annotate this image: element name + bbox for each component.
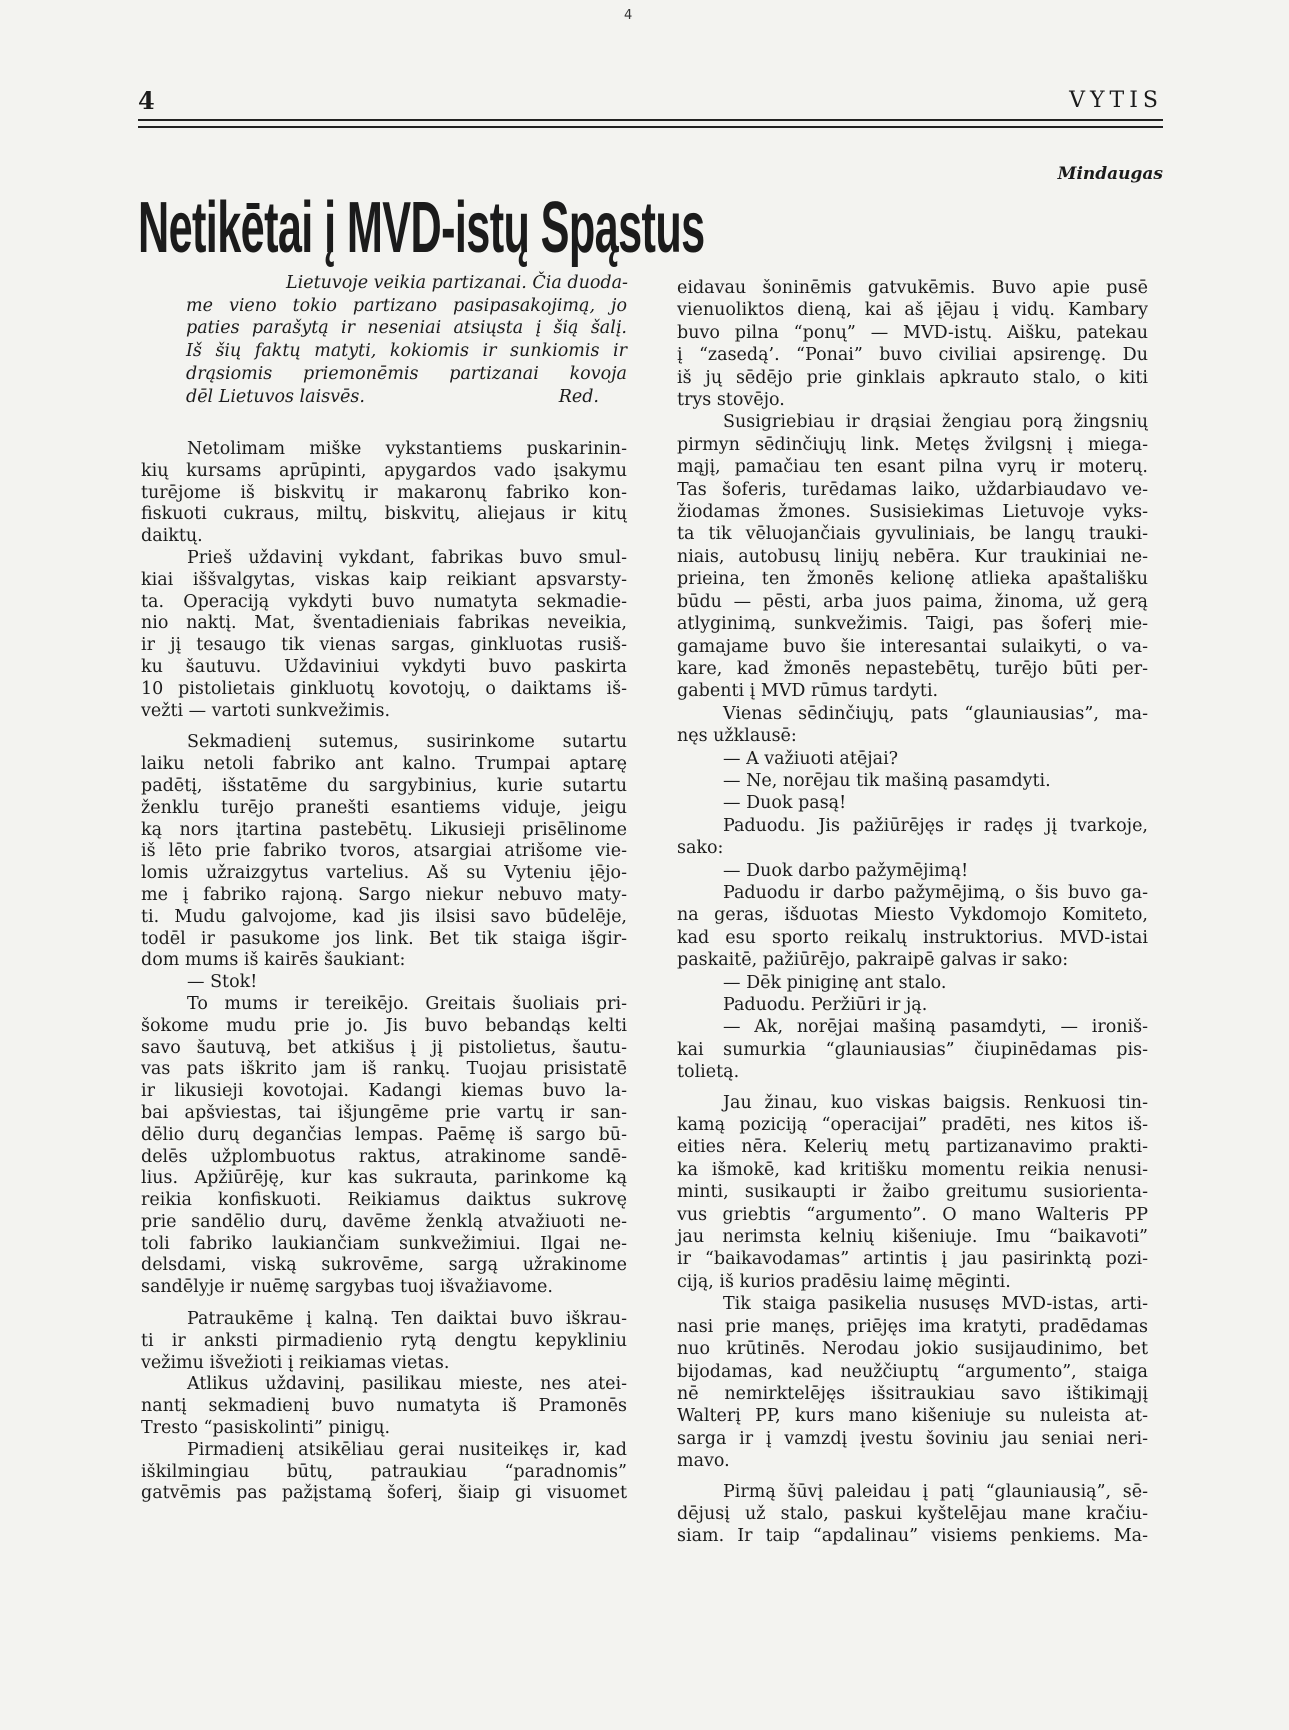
text-line: Walterį PP, kurs mano kišeniuje su nuleista at- (677, 1406, 1148, 1427)
paragraph (677, 860, 1148, 882)
paragraph (141, 1309, 627, 1374)
text-line: — Ne, norējau tik mašiną pasamdyti. (723, 770, 1051, 791)
paragraph (677, 994, 1148, 1016)
article-title: Netikētai į MVD-istų Spąstus (138, 188, 705, 268)
text-line: gamajame buvo šie interesantai sulaikyti, o va- (677, 636, 1148, 657)
text-line: ti ir anksti pirmadienio rytą dengtu kepykliniu (141, 1330, 627, 1351)
text-line: paskaitē, pažiūrējo, pakraipē galvas ir sako: (677, 950, 1069, 971)
text-line: žiodamas žmones. Susisiekimas Lietuvoje vyks- (677, 502, 1148, 523)
text-line: nantį sekmadienį buvo numatyta iš Pramonēs (141, 1396, 627, 1417)
text-line: kad esu sporto reikalų instruktorius. MVD-istai (677, 927, 1148, 948)
paragraph (677, 703, 1148, 748)
text-line: dēlio durų degančias lempas. Paēmę iš sargo bū- (141, 1124, 627, 1145)
text-line: kare, kad žmonēs nepastebētų, turējo būti per- (677, 658, 1148, 679)
text-line: vas pats iškrito jam iš rankų. Tuojau prisistatē (141, 1059, 627, 1080)
text-line: iš jų sēdējo prie ginklais apkrauto stalo, o kiti (677, 367, 1148, 388)
text-line: iš lēto prie fabriko tvoros, atsargiai atrišome vie- (141, 841, 627, 862)
text-line: todēl ir pasukome jos link. Bet tik staiga išgir- (141, 928, 627, 949)
article-column-left (141, 439, 627, 1505)
text-line: Sekmadienį sutemus, susirinkome sutartu (187, 732, 627, 753)
text-line: mąjį, pamačiau ten esant pilna vyrų ir moterų. (677, 457, 1148, 478)
text-line: — A važiuoti atējai? (723, 748, 899, 769)
editor-intro (186, 272, 627, 408)
text-line: Susigriebiau ir drąsiai žengiau porą žingsnių (723, 412, 1148, 433)
text-line: — Duok darbo pažymējimą! (723, 860, 969, 881)
text-line: — Ak, norējai mašiną pasamdyti, — ironiš- (723, 1017, 1148, 1038)
text-line: Pirmadienį atsikēliau gerai nusiteikęs ir, kad (187, 1439, 627, 1460)
text-line: — Dēk piniginę ant stalo. (723, 972, 947, 993)
paragraph (677, 1016, 1148, 1083)
paragraph (677, 792, 1148, 814)
text-line: niais, autobusų linijų nebēra. Kur traukiniai ne- (677, 546, 1148, 567)
text-line: ku šautuvu. Uždaviniui vykdyti buvo paskirta (141, 656, 627, 677)
text-line: me į fabriko rajoną. Sargo niekur nebuvo maty- (141, 884, 627, 905)
paragraph (677, 1481, 1148, 1548)
text-line: sarga ir į vamzdį įvestu šoviniu jau seniai neri- (677, 1428, 1148, 1449)
paragraph (141, 732, 627, 972)
text-line: eities nēra. Kelerių metų partizanavimo prakti- (677, 1137, 1148, 1158)
text-line: kių kursams aprūpinti, apygardos vado įsakymu (141, 460, 627, 481)
text-line: Patraukēme į kalną. Ten daiktai buvo iškrau- (187, 1309, 627, 1330)
text-line: Netolimam miške vykstantiems puskarinin- (187, 439, 627, 459)
text-line: į “zasedą’. “Ponai” buvo civiliai apsirengę. Du (677, 345, 1148, 366)
text-line: — Stok! (187, 972, 258, 993)
page-number: 4 (138, 86, 155, 115)
text-line: būdu — pēsti, arba juos paima, žinoma, už gerą (677, 591, 1148, 612)
article-author: Mindaugas (1057, 164, 1163, 184)
intro-line: paties parašytą ir neseniai atsiųsta į šią šalį. (186, 318, 627, 339)
text-line: minti, susikaupti ir žaibo greitumu susiorienta- (677, 1182, 1148, 1203)
header-double-rule (138, 119, 1163, 128)
text-line: Prieš uždavinį vykdant, fabrikas buvo smul- (187, 547, 627, 568)
text-line: vežimu išvežioti į reikiamas vietas. (141, 1352, 450, 1373)
intro-last-line (186, 386, 627, 409)
text-line: kamą poziciją “operacijai” pradēti, nes kitos iš- (677, 1115, 1148, 1136)
text-line: ženklu turējo pranešti esantiems viduje, jeigu (141, 797, 627, 818)
text-line: savo šautuvą, bet atkišus į jį pistolietus, šautu- (141, 1037, 627, 1058)
text-line: ir “baikavodamas” artintis į jau pasirinktą pozi- (677, 1249, 1148, 1270)
paragraph (141, 972, 627, 994)
text-line: Atlikus uždavinį, pasilikau mieste, nes atei- (187, 1374, 627, 1395)
text-line: vežti — vartoti sunkvežimis. (141, 700, 391, 721)
paragraph (677, 748, 1148, 770)
text-line: Vienas sēdinčiųjų, pats “glauniausias”, ma- (723, 703, 1148, 724)
text-line: Paduodu. Jis pažiūrējęs ir radęs jį tvarkoje, (723, 815, 1148, 836)
text-line: ti. Mudu galvojome, kad jis ilsisi savo būdelēje, (141, 906, 627, 927)
intro-line: me vieno tokio partizano pasipasakojimą, jo (186, 295, 627, 316)
text-line: mavo. (677, 1451, 730, 1472)
text-line: Paduodu ir darbo pažymējimą, o šis buvo ga- (723, 882, 1148, 903)
text-line: nio naktį. Mat, šventadieniais fabrikas neveikia, (141, 613, 627, 634)
text-line: nē nemirktelējęs išsitraukiau savo ištikimąjį (677, 1383, 1148, 1404)
text-line: jau nerimsta kelnių kišeniuje. Imu “baikavoti” (677, 1227, 1148, 1248)
text-line: padētį, išstatēme du sargybinius, kurie sutartu (141, 775, 627, 796)
paragraph (141, 548, 627, 722)
text-line: vienuoliktos dieną, kai aš įējau į vidų. Kambary (677, 300, 1148, 321)
text-line: pirmyn sēdinčiųjų link. Metęs žvilgsnį į miega- (677, 434, 1148, 455)
text-line: gabenti į MVD rūmus tardyti. (677, 681, 939, 702)
editor-signature: Red. (558, 386, 599, 407)
intro-line: dēl Lietuvos laisvēs. (186, 386, 365, 407)
text-line: iškilmingiau būtų, patraukiau “paradnomis” (141, 1461, 627, 1482)
text-line: dējusį už stalo, paskui kyštelējau mane kračiu- (677, 1503, 1148, 1524)
text-line: ir jį tesaugo tik vienas sargas, ginkluotas rusiš- (141, 635, 627, 656)
scan-page-number: 4 (624, 8, 633, 23)
text-line: dom mums iš kairēs šaukiant: (141, 950, 406, 971)
text-line: sandēlyje ir nuēmę sargybas tuoj išvažiavome. (141, 1277, 553, 1298)
intro-line: Iš šių faktų matyti, kokiomis ir sunkiomis ir (186, 341, 627, 362)
text-line: tolietą. (677, 1062, 740, 1083)
text-line: ta. Operaciją vykdyti buvo numatyta sekmadie- (141, 591, 627, 612)
text-line: gatvēmis pas pažįstamą šoferį, šiaip gi visuomet (141, 1483, 627, 1504)
text-line: Tas šoferis, turēdamas laiko, uždarbiaudavo ve- (677, 479, 1148, 500)
text-line: delēs užplombuotus raktus, atrakinome sandē- (141, 1146, 627, 1167)
text-line: — Duok pasą! (723, 793, 847, 814)
paragraph (677, 770, 1148, 792)
text-line: ką nors įtartina pastebētų. Likusieji prisēlinome (141, 819, 627, 840)
text-line: prie sandēlio durų, davēme ženklą atvažiuoti ne- (141, 1211, 627, 1232)
text-line: siam. Ir taip “apdalinau” visiems penkiems. Ma- (677, 1526, 1148, 1547)
text-line: kiai iššvalgytas, viskas kaip reikiant apsvarsty- (141, 569, 627, 590)
text-line: nuo krūtinēs. Nerodau jokio susijaudinimo, bet (677, 1339, 1148, 1360)
intro-line: drąsiomis priemonēmis partizanai kovoja (186, 363, 627, 384)
text-line: šokome mudu prie jo. Jis buvo bebandąs kelti (141, 1015, 627, 1036)
paragraph (141, 1374, 627, 1439)
text-line: prieina, ten žmonēs kelionę atlieka apaštališku (677, 569, 1148, 590)
text-line: delsdami, viską sukrovēme, sargą užrakinome (141, 1255, 627, 1276)
text-line: lomis užraizgytus vartelius. Aš su Vyteniu įējo- (141, 863, 627, 884)
paragraph (677, 882, 1148, 972)
text-line: Tresto “pasiskolinti” pinigų. (141, 1418, 391, 1439)
paragraph (141, 1440, 627, 1505)
text-line: vus griebtis “argumento”. O mano Walteris PP (677, 1204, 1148, 1225)
text-line: na geras, išduotas Miesto Vykdomojo Komiteto, (677, 905, 1148, 926)
paragraph (141, 439, 627, 548)
text-line: laiku netoli fabriko ant kalno. Trumpai aptarę (141, 754, 627, 775)
text-line: buvo pilna “ponų” — MVD-istų. Aišku, patekau (677, 322, 1148, 343)
text-line: Jau žinau, kuo viskas baigsis. Renkuosi tin- (723, 1092, 1148, 1113)
text-line: fiskuoti cukraus, miltų, biskvitų, aliejaus ir kitų (141, 504, 627, 525)
text-line: eidavau šoninēmis gatvukēmis. Buvo apie pusē (677, 278, 1148, 298)
text-line: kai sumurkia “glauniausias” čiupinēdamas pis- (677, 1039, 1148, 1060)
paragraph (677, 1092, 1148, 1294)
text-line: nasi prie manęs, priējęs ima kratyti, pradēdamas (677, 1316, 1148, 1337)
text-line: sako: (677, 838, 724, 859)
paragraph (677, 972, 1148, 994)
text-line: Paduodu. Peržiūri ir ją. (723, 995, 928, 1015)
text-line: ciją, iš kurios pradēsiu laimę mēginti. (677, 1271, 1011, 1292)
text-line: toli fabriko laukiančiam sunkvežimiui. Ilgai ne- (141, 1233, 627, 1254)
article-column-right (677, 277, 1148, 1548)
paragraph (677, 277, 1148, 411)
paragraph (677, 1293, 1148, 1472)
intro-line: Lietuvoje veikia partizanai. Čia duoda- (286, 273, 628, 293)
text-line: nęs užklausē: (677, 726, 797, 747)
text-line: Pirmą šūvį paleidau į patį “glauniausią”, sē- (723, 1481, 1148, 1502)
paragraph (141, 994, 627, 1299)
paragraph (677, 411, 1148, 702)
publication-name: VYTIS (1069, 88, 1163, 113)
text-line: 10 pistolietais ginkluotų kovotojų, o daiktams iš- (141, 678, 627, 699)
text-line: Tik staiga pasikelia nususęs MVD-istas, arti- (723, 1294, 1148, 1315)
text-line: daiktų. (141, 526, 203, 547)
text-line: bijodamas, kad neužčiuptų “argumento”, staiga (677, 1361, 1148, 1382)
paragraph (677, 815, 1148, 860)
text-line: turējome iš biskvitų ir makaronų fabriko kon- (141, 482, 627, 503)
text-line: trys stovējo. (677, 390, 785, 411)
text-line: reikia konfiskuoti. Reikiamus daiktus sukrovę (141, 1190, 627, 1211)
text-line: ta tik vēluojančiais gyvuliniais, be langų trauki- (677, 524, 1148, 545)
text-line: To mums ir tereikējo. Greitais šuoliais pri- (187, 993, 627, 1014)
text-line: atlyginimą, sunkvežimis. Taigi, pas šoferį mie- (677, 614, 1148, 635)
text-line: ka išmokē, kad kritišku momentu reikia nenusi- (677, 1159, 1148, 1180)
text-line: lius. Apžiūrēję, kur kas sukrauta, parinkome ką (141, 1168, 627, 1189)
text-line: bai apšviestas, tai išjungēme prie vartų ir san- (141, 1102, 627, 1123)
text-line: ir likusieji kovotojai. Kadangi kiemas buvo la- (141, 1081, 627, 1102)
